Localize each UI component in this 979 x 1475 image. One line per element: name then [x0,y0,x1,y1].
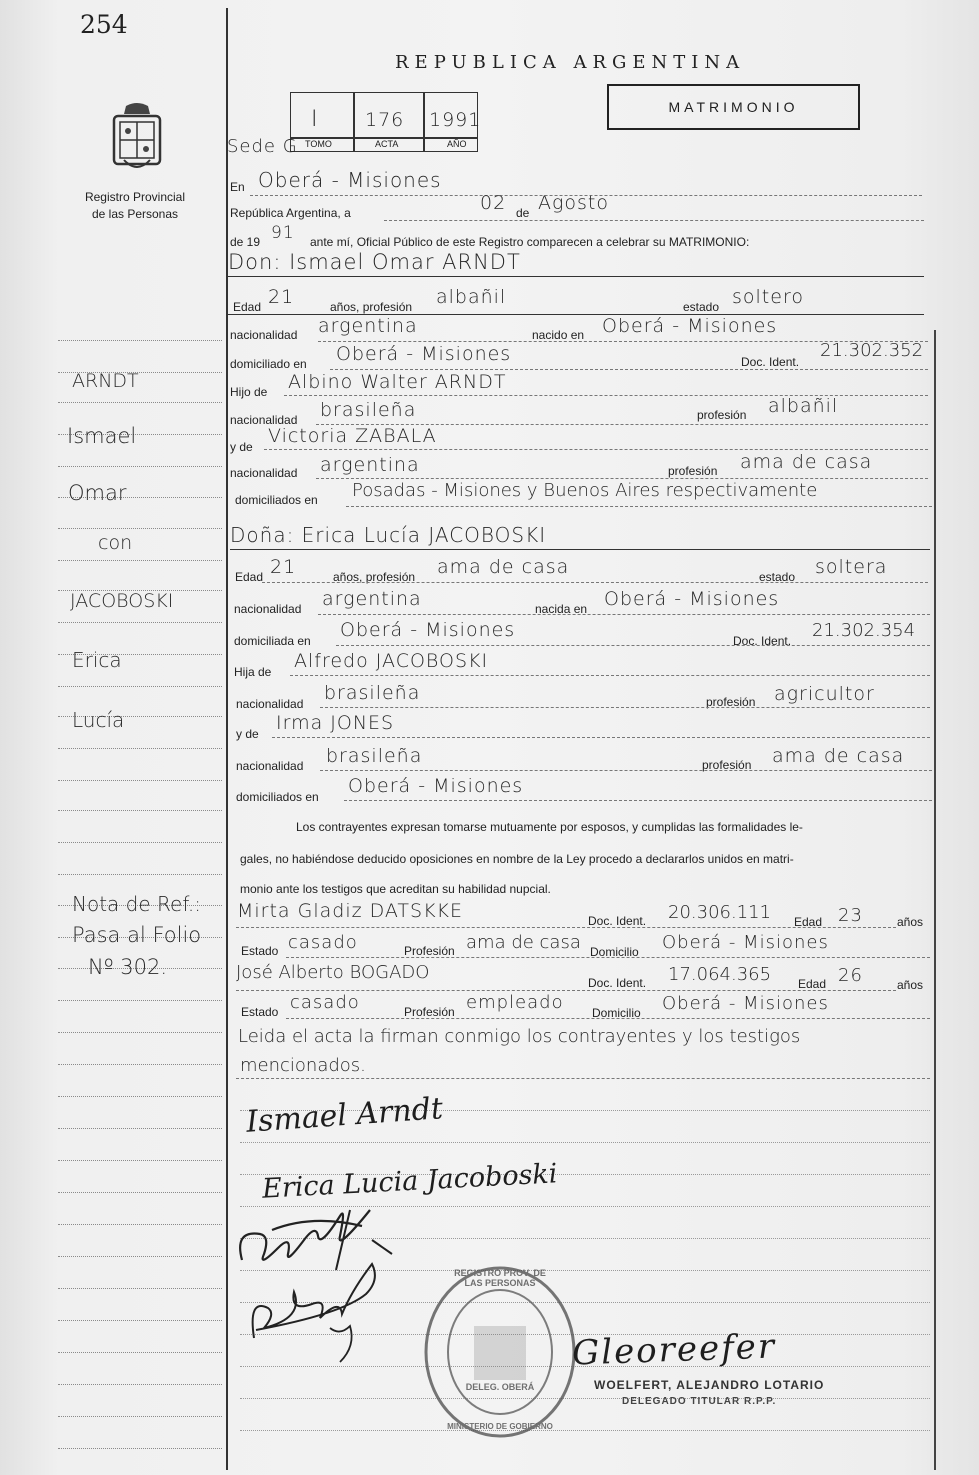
margin-rule-line [58,1320,222,1321]
bride-profession: ama de casa [437,556,570,578]
bride-mother-line [272,737,930,738]
groom-nat-label: nacionalidad [230,328,298,342]
groom-mother-profession: ama de casa [740,451,873,473]
place-label: En [230,180,245,194]
groom-anios-label: años, profesión [330,300,413,314]
margin-con: con [98,532,133,554]
margin-rule-line [58,1352,222,1353]
date-prefix: República Argentina, a [230,206,351,220]
margin-rule-line [58,466,222,467]
date-text: ante mí, Oficial Público de este Registro comparecen a celebrar su MATRIMONIO: [310,235,750,249]
date-year-prefix: de 19 [230,235,261,249]
margin-middle-bride: Lucía [72,708,125,732]
margin-first-groom: Ismael [67,424,137,448]
groom-pdom-label: domiciliados en [235,493,318,507]
groom-pdom-line [346,506,932,507]
bride-status-label: estado [759,570,796,584]
bride-nationality: argentina [322,588,422,610]
document-title: REPUBLICA ARGENTINA [395,52,746,73]
bride-age-line [262,582,928,583]
margin-rule-line [58,1160,222,1161]
groom-nationality: argentina [318,315,418,337]
margin-rule-line [58,1384,222,1385]
bride-anios-label: años, profesión [333,570,416,584]
margin-rule-line [58,874,222,875]
witness1-doc-label: Doc. Ident. [588,914,647,928]
witness1-line [236,927,896,928]
margin-note-3: Nº 302. [88,955,168,979]
groom-name-line [228,276,924,277]
margin-rule-line [58,1128,222,1129]
witness2-status-label: Estado [241,1005,279,1019]
bride-pdom-line [344,800,932,801]
registry-stamp [420,1262,580,1442]
margin-rule-line [58,528,222,529]
margin-rule [226,8,228,1470]
bride-nat-label: nacionalidad [234,602,302,616]
margin-rule-line [58,1096,222,1097]
margin-rule-line [58,560,222,561]
sig-rule-10 [240,1398,930,1399]
margin-rule-line [58,780,222,781]
groom-profession: albañil [436,286,507,308]
groom-mprof-label: profesión [668,464,718,478]
registry-line1: Registro Provincial [84,190,186,204]
bride-father-line [290,675,930,676]
closing-line [236,1078,930,1079]
witness2-name: José Alberto BOGADO [236,962,430,983]
groom-father-nationality: brasileña [320,399,417,421]
officer-signature: Gleoreefer [571,1326,777,1374]
bride-fnat-label: nacionalidad [236,697,304,711]
groom-mother: Victoria ZABALA [268,425,437,447]
witness1-anios-label: años [897,915,924,929]
bride-mother-profession: ama de casa [772,745,905,767]
bride-father-label: Hija de [234,665,272,679]
tomo-value: I [311,107,319,132]
anio-label: AÑO [447,139,467,149]
margin-middle-groom: Omar [68,481,127,505]
sede-value: Sede G [227,136,298,157]
groom-father-profession: albañil [768,395,839,417]
witness2-domicile: Oberá - Misiones [662,993,829,1014]
bride-dom-line [336,645,930,646]
margin-rule-line [58,402,222,403]
witness2-line [236,990,896,991]
groom-name: Don: Ismael Omar ARNDT [228,250,521,274]
groom-mother-label: y de [230,440,253,454]
bride-name: Doña: Erica Lucía JACOBOSKI [230,523,547,547]
record-divider-1 [353,93,355,151]
margin-rule-line [58,1448,222,1449]
bride-nat-line [318,614,930,615]
witness1-doc: 20.306.111 [668,902,772,923]
witness2-signature-icon [240,1258,410,1368]
date-day: 02 [480,192,507,214]
registry-seal-icon [106,100,168,178]
margin-rule-line [58,1032,222,1033]
witness2-doc-label: Doc. Ident. [588,976,647,990]
witness1-age: 23 [838,905,863,926]
bride-birthplace: Oberá - Misiones [604,588,780,610]
sig-rule-11 [240,1430,930,1431]
margin-rule-line [58,1288,222,1289]
witness2-age-label: Edad [798,977,827,991]
groom-dom-line [330,369,928,370]
margin-first-bride: Erica [72,648,122,672]
witness1-dom-label: Domicilio [590,945,639,959]
declaration-line1: Los contrayentes expresan tomarse mutuamente por esposos, y cumplidas las formalidades le- [296,820,803,834]
declaration-line2: gales, no habiéndose deducido oposiciones en nombre de la Ley procedo a declararlos unidos en matri- [240,852,794,866]
bride-age: 21 [270,556,297,578]
date-month: Agosto [538,192,609,214]
witness2-dom-label: Domicilio [592,1006,641,1020]
groom-fprof-label: profesión [697,408,747,422]
margin-rule-line [58,622,222,623]
margin-rule-line [58,1000,222,1001]
acta-value: 176 [365,109,405,131]
groom-dom-label: domiciliado en [230,357,307,371]
witness1-prof-label: Profesión [404,944,455,958]
document-type-box: MATRIMONIO [607,84,860,130]
bride-mprof-label: profesión [702,758,752,772]
margin-rule-line [58,842,222,843]
bride-mother-nationality: brasileña [326,745,423,767]
margin-surname-bride: JACOBOSKI [70,590,174,612]
bride-doc: 21.302.354 [812,620,916,641]
closing-line1: Leida el acta la firman conmigo los contrayentes y los testigos [238,1026,801,1047]
margin-rule-line [58,1064,222,1065]
groom-domicile: Oberá - Misiones [336,343,512,365]
groom-age: 21 [268,286,295,308]
groom-born-label: nacido en [532,328,585,342]
witness1-profession: ama de casa [466,932,581,953]
groom-birthplace: Oberá - Misiones [602,315,778,337]
margin-rule-line [58,686,222,687]
groom-mnat-label: nacionalidad [230,466,298,480]
witness2-profession: empleado [466,992,564,1013]
groom-doc-label: Doc. Ident. [741,355,800,369]
witness2-prof-label: Profesión [404,1005,455,1019]
stamp-ring-text: REGISTRO PROV. DE LAS PERSONAS [454,1268,546,1288]
record-box [290,92,482,152]
declaration-line3: monio ante los testigos que acreditan su habilidad nupcial. [240,882,551,896]
witness2-age: 26 [838,965,863,986]
groom-mother-nationality: argentina [320,454,420,476]
bride-fnat-line [320,707,930,708]
groom-father: Albino Walter ARNDT [288,371,507,393]
place-value: Oberá - Misiones [258,168,442,192]
bride-age-label: Edad [235,570,264,584]
margin-rule-line [58,748,222,749]
registry-line2: de las Personas [91,207,179,221]
anio-value: 1991 [429,109,482,131]
groom-fnat-label: nacionalidad [230,413,298,427]
bride-mother: Irma JONES [276,712,395,734]
bride-father-nationality: brasileña [324,682,421,704]
witness1-status-label: Estado [241,944,279,958]
officer-name: WOELFERT, ALEJANDRO LOTARIO [594,1378,825,1392]
officer-title: DELEGADO TITULAR R.P.P. [622,1396,777,1407]
witness1-age-label: Edad [794,915,823,929]
groom-mother-line [264,449,928,450]
margin-note-2: Pasa al Folio [72,923,202,947]
bride-fprof-label: profesión [706,695,756,709]
margin-rule-line [58,1416,222,1417]
groom-status: soltero [732,286,804,308]
groom-mnat-line [316,478,928,479]
witness2-doc: 17.064.365 [668,964,772,985]
bride-mnat-line [320,770,932,771]
registry-name [60,189,210,223]
bride-name-line [230,549,930,550]
groom-age-label: Edad [233,300,262,314]
margin-rule-line [58,1224,222,1225]
bride-signature: Erica Lucia Jacoboski [261,1158,559,1205]
groom-father-label: Hijo de [230,385,268,399]
bride-born-label: nacida en [535,602,588,616]
groom-parents-domicile: Posadas - Misiones y Buenos Aires respectivamente [352,480,818,501]
witness1-name: Mirta Gladiz DATSKKE [237,900,464,922]
witness2-status: casado [290,992,360,1013]
bride-mnat-label: nacionalidad [236,759,304,773]
bride-father-profession: agricultor [774,683,875,705]
witness2-line2 [286,1018,930,1019]
margin-rule-line [58,810,222,811]
record-divider-2 [423,93,425,151]
margin-rule-line [58,1256,222,1257]
margin-rule-line [58,340,222,341]
bride-mother-label: y de [236,727,259,741]
bride-father: Alfredo JACOBOSKI [294,650,489,672]
witness1-status: casado [288,932,358,953]
witness1-line2 [286,957,930,958]
tomo-label: TOMO [305,139,332,149]
stamp-ministry-text: MINISTERIO DE GOBIERNO [447,1422,553,1431]
bride-status: soltera [815,556,888,578]
date-de: de [516,206,530,220]
sig-rule-2 [240,1142,930,1143]
margin-note-1: Nota de Ref.: [72,892,201,916]
stamp-inner-text: DELEG. OBERÁ [465,1382,535,1392]
bride-parents-domicile: Oberá - Misiones [348,775,524,797]
bride-dom-label: domiciliada en [234,634,311,648]
groom-status-label: estado [683,300,720,314]
page-number: 254 [80,10,128,39]
witness2-anios-label: años [897,978,924,992]
acta-label: ACTA [375,139,399,149]
bride-pdom-label: domiciliados en [236,790,319,804]
bride-domicile: Oberá - Misiones [340,619,516,641]
margin-surname-groom: ARNDT [72,370,139,392]
date-year: 91 [271,223,295,243]
date-line [384,220,924,221]
right-rule [934,330,936,1470]
closing-line2: mencionados. [240,1055,366,1076]
groom-doc: 21.302.352 [820,340,924,361]
margin-rule-line [58,1192,222,1193]
bride-doc-label: Doc. Ident. [733,634,792,648]
witness1-domicile: Oberá - Misiones [662,932,829,953]
groom-signature: Ismael Arndt [245,1091,445,1140]
